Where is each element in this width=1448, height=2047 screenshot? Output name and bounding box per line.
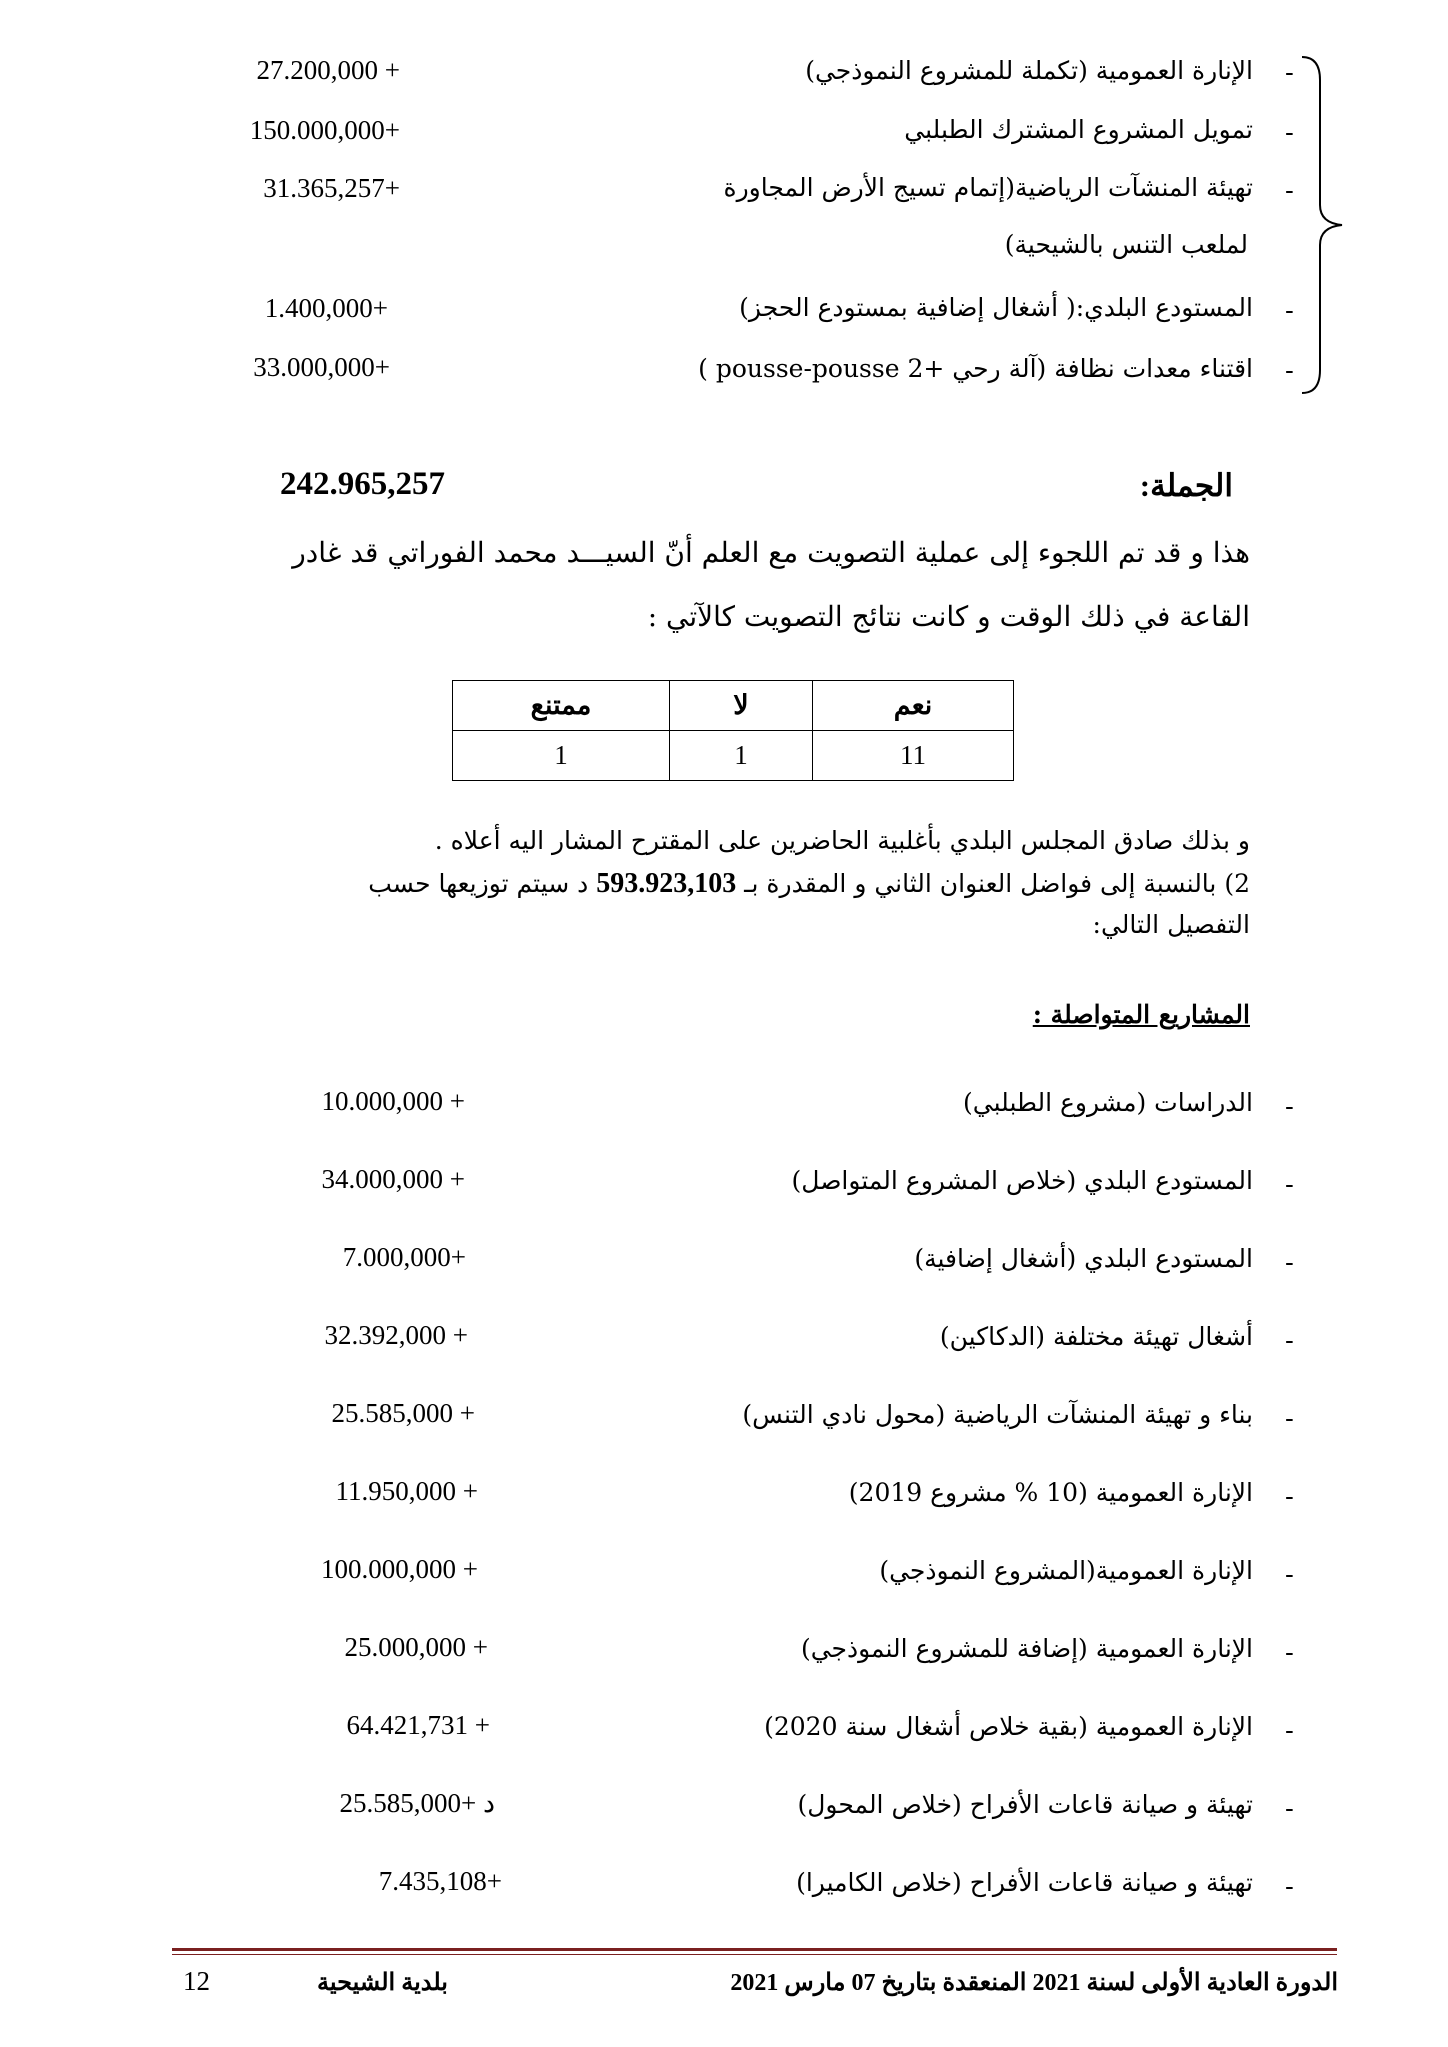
footer-divider — [172, 1948, 1337, 1951]
project-amount: 7.000,000+ — [342, 1242, 466, 1272]
top-item-label: تهيئة المنشآت الرياضية(إتمام تسيج الأرض المجاورة — [723, 173, 1253, 202]
surplus-distribution-line2: التفصيل التالي: — [1092, 910, 1250, 939]
bullet-dash: - — [1285, 176, 1294, 206]
bullet-dash: - — [1285, 1248, 1294, 1278]
project-amount: 25.585,000 + — [331, 1398, 475, 1428]
bullet-dash: - — [1285, 58, 1294, 88]
top-item-amount: 150.000,000+ — [249, 115, 400, 145]
surplus-distribution-line1 — [368, 868, 1250, 900]
bullet-dash: - — [1285, 1092, 1294, 1122]
surplus-text-part1: 2) بالنسبة إلى فواضل العنوان الثاني و المقدرة بـ — [736, 869, 1250, 898]
vote-intro-line2: القاعة في ذلك الوقت و كانت نتائج التصويت كالآتي : — [647, 600, 1250, 633]
top-item-label: الإنارة العمومية (تكملة للمشروع النموذجي) — [805, 56, 1253, 85]
vote-value-no: 1 — [670, 731, 813, 781]
top-item-amount: 27.200,000 + — [256, 55, 400, 85]
bullet-dash: - — [1285, 1638, 1294, 1668]
top-item-amount: 1.400,000+ — [264, 293, 388, 323]
project-label: الإنارة العمومية (بقية خلاص أشغال سنة 2020) — [764, 1712, 1253, 1741]
project-amount: 25.000,000 + — [344, 1632, 488, 1662]
project-amount: 25.585,000+ د — [339, 1788, 495, 1818]
project-amount: 32.392,000 + — [324, 1320, 468, 1350]
project-label: الإنارة العمومية (إضافة للمشروع النموذجي) — [800, 1634, 1253, 1663]
footer-municipality: بلدية الشيحية — [316, 1970, 448, 1996]
bullet-dash: - — [1285, 1872, 1294, 1902]
project-label: أشغال تهيئة مختلفة (الدكاكين) — [939, 1322, 1253, 1351]
project-amount: 7.435,108+ — [378, 1866, 502, 1896]
top-item-label: تمويل المشروع المشترك الطبلبي — [904, 115, 1253, 144]
total-value: 242.965,257 — [280, 466, 445, 502]
project-amount: 64.421,731 + — [346, 1710, 490, 1740]
section-title: المشاريع المتواصلة : — [1032, 1000, 1250, 1029]
vote-header-abstain: ممتنع — [453, 681, 670, 731]
project-label: بناء و تهيئة المنشآت الرياضية (محول نادي التنس) — [742, 1400, 1253, 1429]
project-label: تهيئة و صيانة قاعات الأفراح (خلاص المحول) — [797, 1790, 1253, 1819]
approval-statement: و بذلك صادق المجلس البلدي بأغلبية الحاضرين على المقترح المشار اليه أعلاه . — [434, 826, 1250, 855]
project-label: الإنارة العمومية(المشروع النموذجي) — [879, 1556, 1253, 1585]
footer-divider-thin — [172, 1954, 1337, 1955]
bullet-dash: - — [1285, 1794, 1294, 1824]
project-label: المستودع البلدي (أشغال إضافية) — [914, 1244, 1253, 1273]
bullet-dash: - — [1285, 1170, 1294, 1200]
vote-value-yes: 11 — [813, 731, 1014, 781]
project-amount: 11.950,000 + — [335, 1476, 478, 1506]
footer-session: الدورة العادية الأولى لسنة 2021 المنعقدة بتاريخ 07 مارس 2021 — [730, 1970, 1338, 1996]
bullet-dash: - — [1285, 118, 1294, 148]
bullet-dash: - — [1285, 1560, 1294, 1590]
surplus-text-part2: د سيتم توزيعها حسب — [368, 869, 597, 898]
top-item-amount: 33.000,000+ — [253, 352, 390, 382]
bullet-dash: - — [1285, 1404, 1294, 1434]
top-item-label: اقتناء معدات نظافة (آلة رحي +2 pousse-pousse ) — [698, 354, 1253, 383]
project-amount: 34.000,000 + — [321, 1164, 465, 1194]
top-item-label: المستودع البلدي:( أشغال إضافية بمستودع الحجز) — [739, 293, 1253, 322]
project-label: الدراسات (مشروع الطبلبي) — [963, 1088, 1253, 1117]
vote-value-abstain: 1 — [453, 731, 670, 781]
project-label: الإنارة العمومية (10 % مشروع 2019) — [848, 1478, 1253, 1507]
project-label: المستودع البلدي (خلاص المشروع المتواصل) — [791, 1166, 1253, 1195]
bullet-dash: - — [1285, 1716, 1294, 1746]
bullet-dash: - — [1285, 296, 1294, 326]
total-label: الجملة: — [1139, 468, 1233, 503]
curly-brace — [1298, 55, 1348, 395]
top-item-label-continued: لملعب التنس بالشيحية) — [1004, 230, 1248, 259]
bullet-dash: - — [1285, 356, 1294, 386]
project-amount: 100.000,000 + — [321, 1554, 478, 1584]
project-amount: 10.000,000 + — [321, 1086, 465, 1116]
top-item-amount: 31.365,257+ — [263, 173, 400, 203]
page-number: 12 — [183, 1966, 210, 1996]
project-label: تهيئة و صيانة قاعات الأفراح (خلاص الكاميرا) — [796, 1868, 1253, 1897]
vote-intro-line1: هذا و قد تم اللجوء إلى عملية التصويت مع العلم أنّ السيـــد محمد الفوراتي قد غادر — [292, 536, 1250, 569]
vote-header-no: لا — [670, 681, 813, 731]
surplus-amount: 593.923,103 — [596, 868, 737, 899]
vote-results-table — [452, 680, 1014, 781]
bullet-dash: - — [1285, 1326, 1294, 1356]
bullet-dash: - — [1285, 1482, 1294, 1512]
vote-header-yes: نعم — [813, 681, 1014, 731]
